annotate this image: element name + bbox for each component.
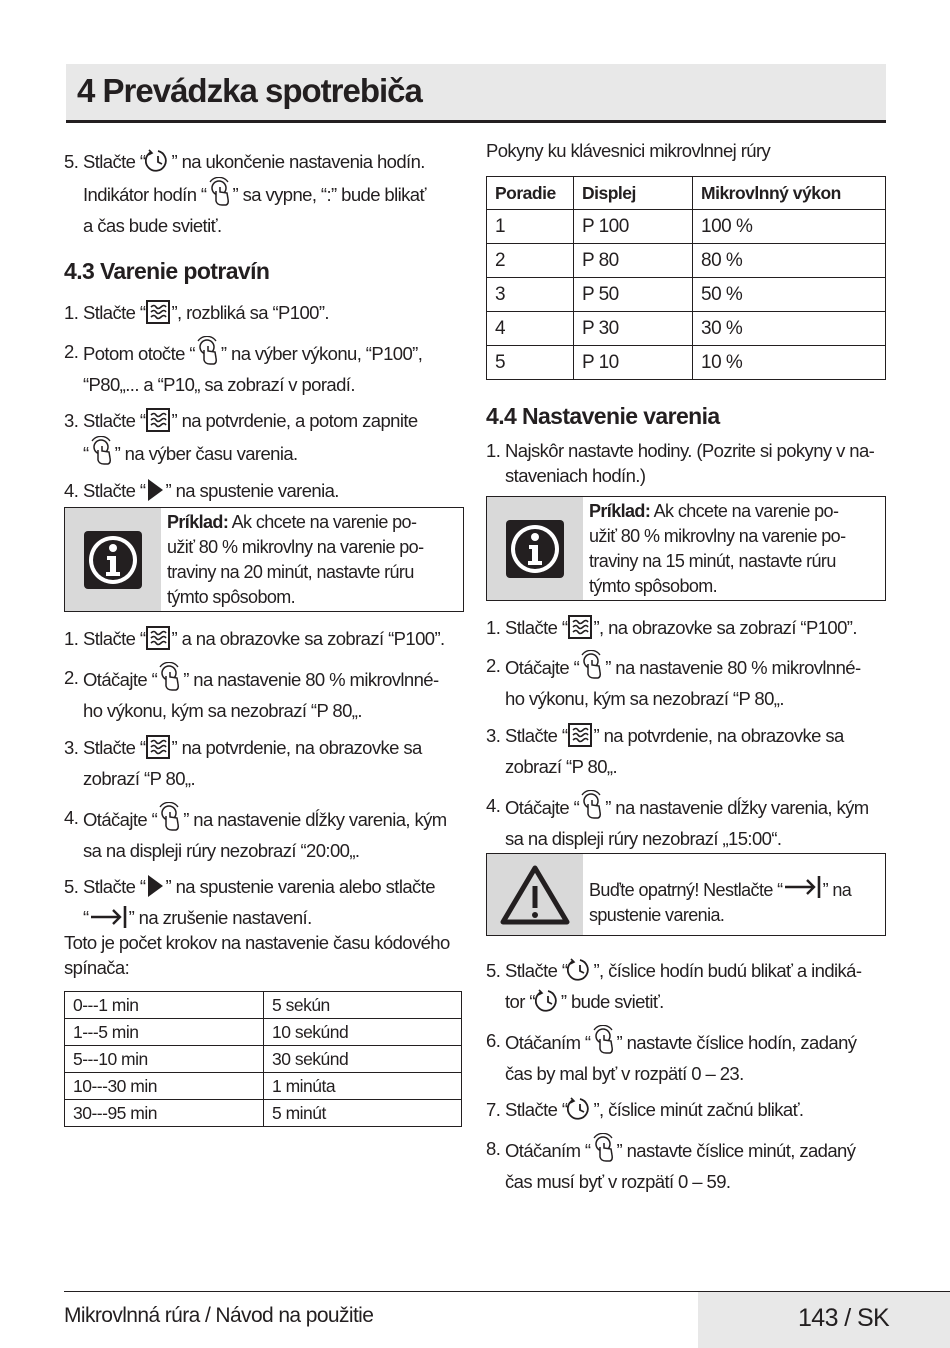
- knob-icon: [579, 650, 605, 680]
- table-cell: P 80: [574, 244, 693, 278]
- table-cell: 50 %: [693, 278, 886, 312]
- knob-icon: [579, 790, 605, 820]
- power-table-header: [487, 177, 886, 210]
- table-row: [65, 1100, 462, 1127]
- footer-title: Mikrovlnná rúra / Návod na použitie: [64, 1304, 374, 1327]
- example-note-right: Príklad: Ak chcete na varenie po- užiť 80 % mikrovlny na varenie po- traviny na 15 minút, nastavte rúru týmto spôsobom.: [486, 496, 886, 601]
- step-size-cell: 5 minút: [264, 1100, 462, 1127]
- table-cell: P 100: [574, 210, 693, 244]
- microwave-icon: [145, 625, 171, 651]
- knob-icon: [157, 802, 183, 832]
- knob-icon: [591, 1133, 617, 1163]
- table-row: [487, 346, 886, 380]
- knob-icon: [207, 177, 233, 207]
- clock-icon: [567, 1096, 593, 1122]
- microwave-icon: [567, 722, 593, 748]
- step-size-cell: 5 sekún: [264, 992, 462, 1019]
- table-row: [487, 210, 886, 244]
- clock-icon: [145, 148, 171, 174]
- play-icon: [145, 477, 165, 503]
- example-note-left: Príklad: Ak chcete na varenie po- užiť 80 % mikrovlny na varenie po- traviny na 20 minút, nastavte rúru týmto spôsobom.: [64, 507, 464, 612]
- table-row: [65, 992, 462, 1019]
- time-range-cell: 30---95 min: [65, 1100, 264, 1127]
- warning-note: Buďte opatrný! Nestlačte “ ” na spustenie varenia.: [486, 853, 886, 936]
- table-cell: 3: [487, 278, 574, 312]
- column-header: Poradie: [487, 177, 574, 210]
- table-row: [487, 244, 886, 278]
- time-range-cell: 10---30 min: [65, 1073, 264, 1100]
- table-cell: 80 %: [693, 244, 886, 278]
- table-row: [65, 1046, 462, 1073]
- table-row: [487, 278, 886, 312]
- info-icon: [505, 519, 565, 579]
- stop-cancel-icon: [783, 874, 823, 900]
- table-cell: 100 %: [693, 210, 886, 244]
- play-icon: [145, 873, 165, 899]
- step-size-cell: 10 sekúnd: [264, 1019, 462, 1046]
- table-cell: P 10: [574, 346, 693, 380]
- table-cell: 30 %: [693, 312, 886, 346]
- knob-icon: [591, 1025, 617, 1055]
- knob-icon: [89, 436, 115, 466]
- microwave-icon: [567, 614, 593, 640]
- time-range-cell: 1---5 min: [65, 1019, 264, 1046]
- table-row: [487, 312, 886, 346]
- warning-icon: [500, 864, 570, 926]
- table-cell: 2: [487, 244, 574, 278]
- microwave-icon: [145, 299, 171, 325]
- steps-paragraph: Toto je počet krokov na nastavenie času kódového spínača:: [64, 932, 450, 978]
- clock-icon: [567, 957, 593, 983]
- column-header: Mikrovlnný výkon: [693, 177, 886, 210]
- table-row: [65, 1073, 462, 1100]
- chapter-title: 4 Prevádzka spotrebiča: [77, 72, 422, 109]
- table-cell: 4: [487, 312, 574, 346]
- step-size-cell: 30 sekúnd: [264, 1046, 462, 1073]
- column-header: Displej: [574, 177, 693, 210]
- table-cell: 10 %: [693, 346, 886, 380]
- clock-icon: [535, 988, 561, 1014]
- time-steps-table: [64, 991, 462, 1127]
- power-table: [486, 176, 886, 380]
- time-range-cell: 5---10 min: [65, 1046, 264, 1073]
- time-range-cell: 0---1 min: [65, 992, 264, 1019]
- microwave-icon: [145, 407, 171, 433]
- knob-icon: [157, 662, 183, 692]
- keypad-intro: Pokyny ku klávesnici mikrovlnnej rúry: [486, 140, 771, 161]
- section-4-4-heading: 4.4 Nastavenie varenia: [486, 403, 720, 429]
- table-cell: P 50: [574, 278, 693, 312]
- page-number: 143 / SK: [798, 1304, 890, 1332]
- stop-cancel-icon: [89, 904, 129, 930]
- knob-icon: [195, 336, 221, 366]
- step-size-cell: 1 minúta: [264, 1073, 462, 1100]
- info-icon: [83, 530, 143, 590]
- section-4-3-heading: 4.3 Varenie potravín: [64, 258, 270, 284]
- table-cell: P 30: [574, 312, 693, 346]
- table-cell: 1: [487, 210, 574, 244]
- table-cell: 5: [487, 346, 574, 380]
- table-row: [65, 1019, 462, 1046]
- microwave-icon: [145, 734, 171, 760]
